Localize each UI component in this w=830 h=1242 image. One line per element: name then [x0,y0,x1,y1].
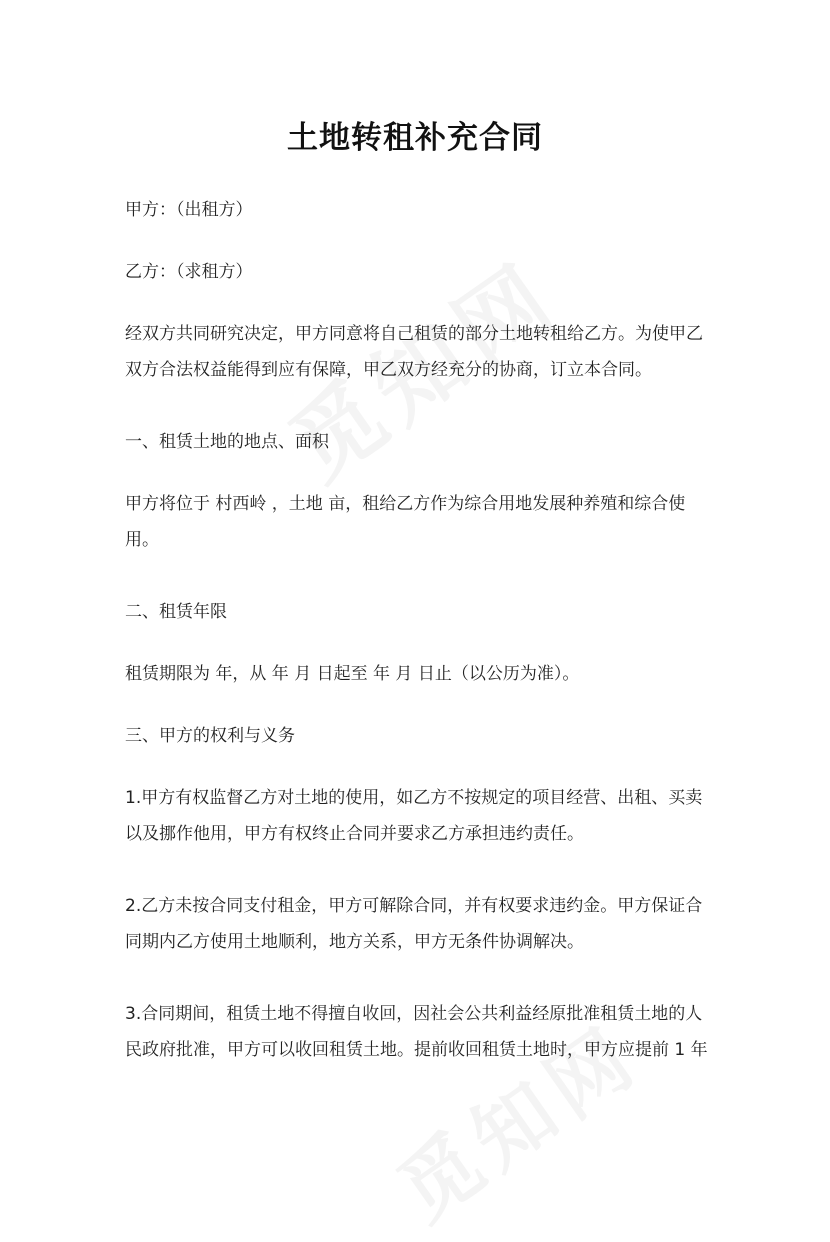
clause-3-line-1: 3.合同期间，租赁土地不得擅自收回，因社会公共利益经原批准租赁土地的人 [125,1004,703,1024]
intro-line-1: 经双方共同研究决定，甲方同意将自己租赁的部分土地转租给乙方。为使甲乙 [125,324,703,344]
section-1-line-1: 甲方将位于 村西岭 ，土地 亩，租给乙方作为综合用地发展种养殖和综合使 [125,494,686,514]
section-2-heading: 二、租赁年限 [125,602,227,622]
clause-3-line-2: 民政府批准，甲方可以收回租赁土地。提前收回租赁土地时，甲方应提前 1 年 [125,1040,708,1060]
section-1-line-2: 用。 [125,530,159,550]
clause-2-line-2: 同期内乙方使用土地顺利，地方关系，甲方无条件协调解决。 [125,932,584,952]
clause-1-line-2: 以及挪作他用，甲方有权终止合同并要求乙方承担违约责任。 [125,824,584,844]
party-b: 乙方：（求租方） [125,262,253,282]
section-2-body: 租赁期限为 年，从 年 月 日起至 年 月 日止（以公历为准）。 [125,664,580,684]
section-1-body [125,486,710,558]
clause-1 [125,780,710,852]
document-title: 土地转租补充合同 [287,120,543,156]
section-3-heading: 三、甲方的权利与义务 [125,726,295,746]
clause-3 [125,996,710,1068]
intro-paragraph [125,316,710,388]
clause-2 [125,888,710,960]
clause-1-line-1: 1.甲方有权监督乙方对土地的使用，如乙方不按规定的项目经营、出租、买卖 [125,788,703,808]
section-1-heading: 一、租赁土地的地点、面积 [125,432,329,452]
party-a: 甲方：（出租方） [125,200,253,220]
intro-line-2: 双方合法权益能得到应有保障，甲乙双方经充分的协商，订立本合同。 [125,360,652,380]
clause-2-line-1: 2.乙方未按合同支付租金，甲方可解除合同，并有权要求违约金。甲方保证合 [125,896,703,916]
